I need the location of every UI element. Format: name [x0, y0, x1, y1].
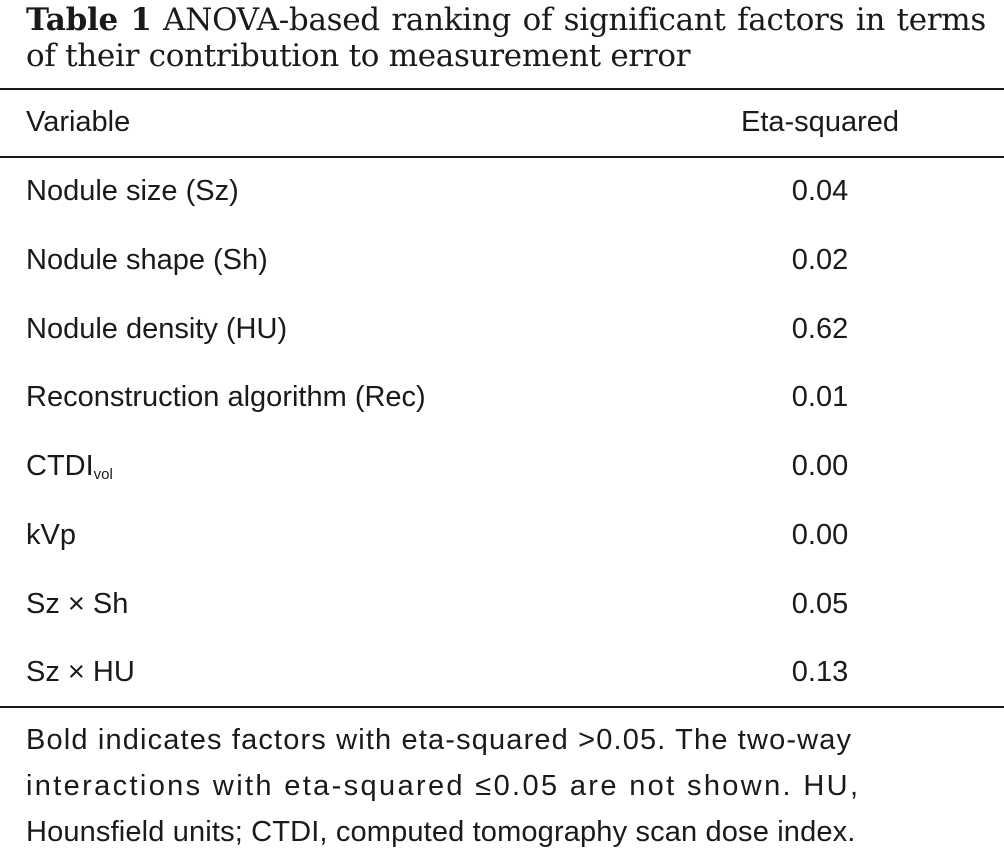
row-value: 0.01 — [791, 381, 849, 413]
row-value: 0.05 — [791, 588, 849, 620]
row-value: 0.13 — [791, 656, 849, 688]
row-value: 0.00 — [791, 519, 849, 551]
row-variable — [26, 449, 113, 483]
row-variable: Sz × HU — [26, 656, 135, 688]
row-value: 0.02 — [791, 244, 849, 276]
footnote-line: Bold indicates factors with eta-squared >0.05. The two-way — [26, 724, 853, 756]
row-variable: Nodule density (HU) — [26, 313, 288, 345]
row-variable: Reconstruction algorithm (Rec) — [26, 381, 426, 413]
row-variable: Nodule size (Sz) — [26, 175, 239, 207]
row-variable-subscript: vol — [93, 466, 113, 483]
table-top-rule — [0, 88, 1004, 90]
footnote-line: interactions with eta-squared ≤0.05 are not shown. HU, — [26, 770, 861, 802]
row-value: 0.00 — [791, 450, 849, 482]
row-variable: kVp — [26, 519, 76, 551]
row-variable: Nodule shape (Sh) — [26, 244, 268, 276]
footnote-line: Hounsfield units; CTDI, computed tomography scan dose index. — [26, 816, 856, 848]
row-variable: Sz × Sh — [26, 588, 129, 620]
table-caption-label: Table 1 — [26, 2, 152, 38]
row-variable-main: CTDI — [26, 450, 94, 482]
row-value: 0.62 — [791, 313, 849, 345]
table-footnote — [26, 717, 976, 855]
table-bottom-rule — [0, 706, 1004, 708]
row-value: 0.04 — [791, 175, 849, 207]
table-caption — [26, 2, 986, 74]
table-caption-text: ANOVA-based ranking of significant factors in terms of their contribution to measurement error — [26, 2, 986, 74]
header-variable: Variable — [26, 106, 131, 138]
table-header-rule — [0, 156, 1004, 158]
header-eta-squared: Eta-squared — [741, 106, 899, 138]
